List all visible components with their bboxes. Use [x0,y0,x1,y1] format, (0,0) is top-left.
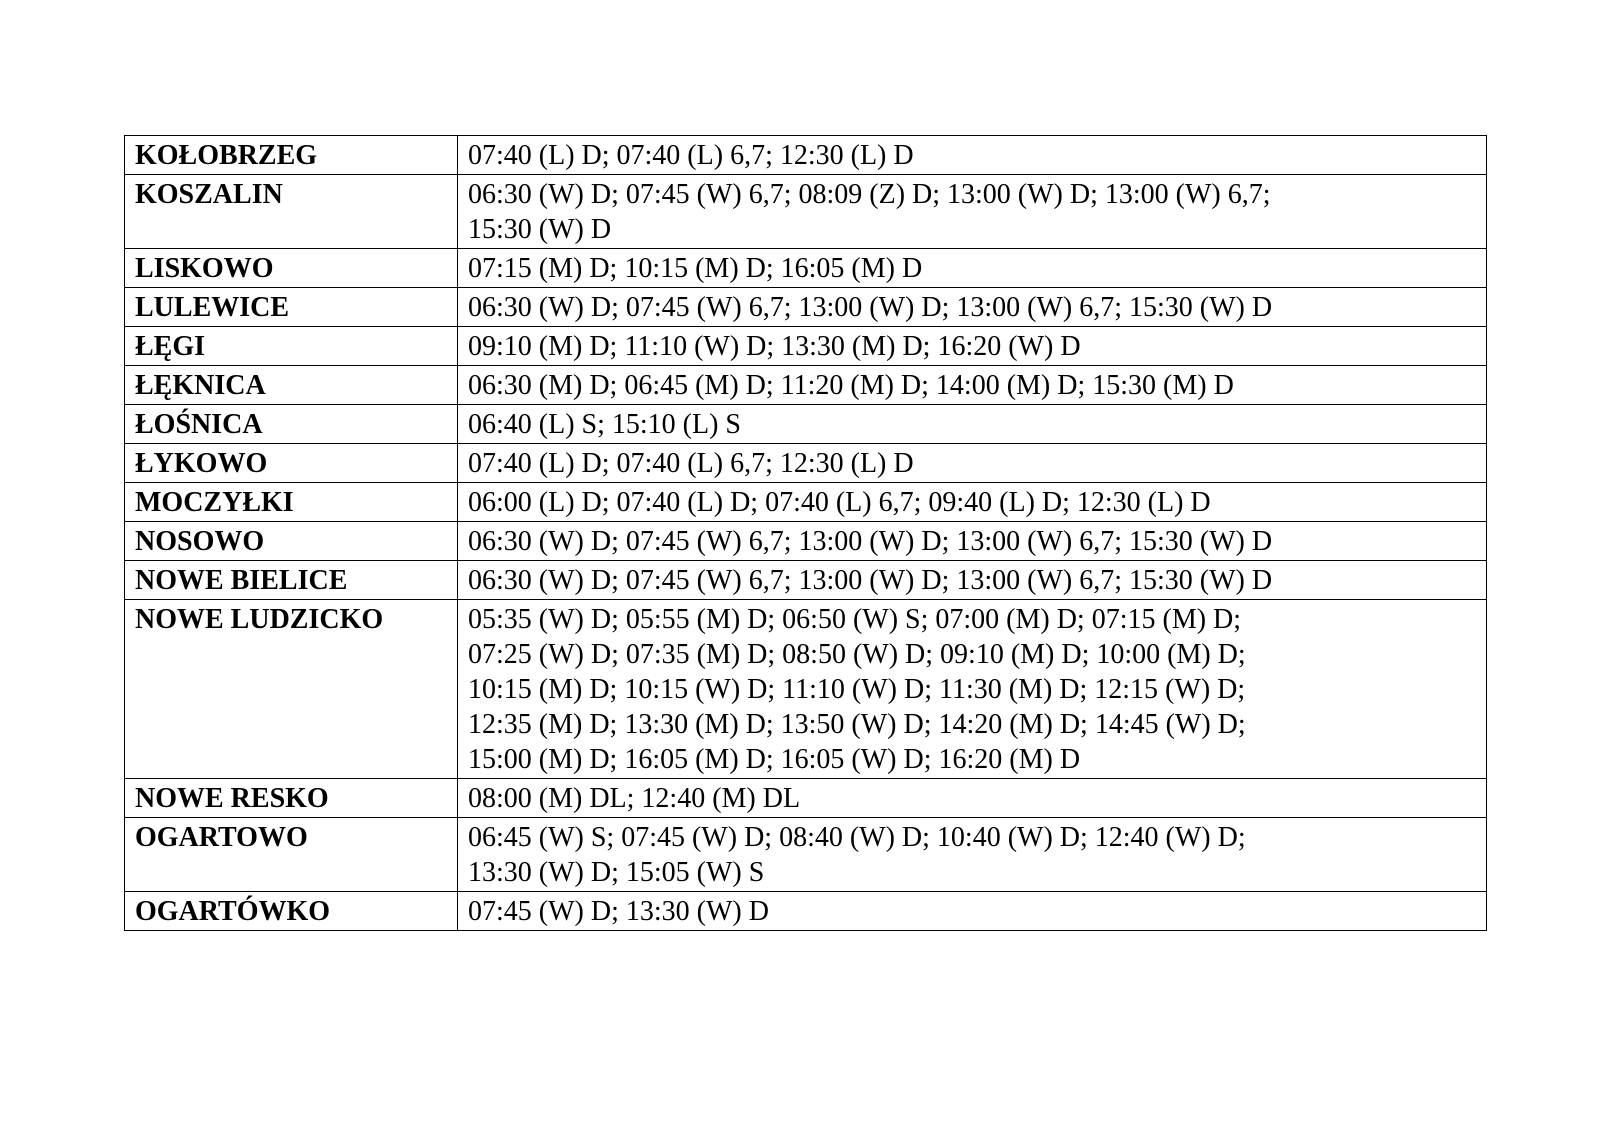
departure-times-cell: 07:40 (L) D; 07:40 (L) 6,7; 12:30 (L) D [458,136,1487,175]
place-name-cell: NOWE LUDZICKO [125,600,458,779]
place-name-cell: ŁĘKNICA [125,366,458,405]
place-name-cell: MOCZYŁKI [125,483,458,522]
departure-times-cell: 05:35 (W) D; 05:55 (M) D; 06:50 (W) S; 07:00 (M) D; 07:15 (M) D; 07:25 (W) D; 07:35 (M) D; 08:50 (W) D; 09:10 (M) D; 10:00 (M) D; 10:15 (M) D; 10:15 (W) D; 11:10 (W) D; 11:30 (M) D; 12:15 (W) D; 12:35 (M) D; 13:30 (M) D; 13:50 (W) D; 14:20 (M) D; 14:45 (W) D; 15:00 (M) D; 16:05 (M) D; 16:05 (W) D; 16:20 (M) D [458,600,1487,779]
departure-times-cell: 06:45 (W) S; 07:45 (W) D; 08:40 (W) D; 10:40 (W) D; 12:40 (W) D; 13:30 (W) D; 15:05 (W) S [458,818,1487,892]
table-row [125,818,1487,892]
table-row [125,366,1487,405]
table-row [125,444,1487,483]
departure-times-cell: 06:30 (W) D; 07:45 (W) 6,7; 13:00 (W) D; 13:00 (W) 6,7; 15:30 (W) D [458,522,1487,561]
table-row [125,288,1487,327]
table-row [125,405,1487,444]
table-row [125,779,1487,818]
place-name-cell: LULEWICE [125,288,458,327]
table-row [125,483,1487,522]
table-row [125,561,1487,600]
place-name-cell: NOSOWO [125,522,458,561]
schedule-table [124,135,1487,931]
departure-times-cell: 08:00 (M) DL; 12:40 (M) DL [458,779,1487,818]
place-name-cell: KOSZALIN [125,175,458,249]
table-row [125,892,1487,931]
place-name-cell: NOWE RESKO [125,779,458,818]
place-name-cell: ŁYKOWO [125,444,458,483]
departure-times-cell: 06:30 (W) D; 07:45 (W) 6,7; 08:09 (Z) D; 13:00 (W) D; 13:00 (W) 6,7; 15:30 (W) D [458,175,1487,249]
departure-times-cell: 07:15 (M) D; 10:15 (M) D; 16:05 (M) D [458,249,1487,288]
departure-times-cell: 06:30 (M) D; 06:45 (M) D; 11:20 (M) D; 14:00 (M) D; 15:30 (M) D [458,366,1487,405]
schedule-table-body [125,136,1487,931]
departure-times-cell: 07:45 (W) D; 13:30 (W) D [458,892,1487,931]
place-name-cell: ŁOŚNICA [125,405,458,444]
table-row [125,600,1487,779]
place-name-cell: ŁĘGI [125,327,458,366]
departure-times-cell: 06:30 (W) D; 07:45 (W) 6,7; 13:00 (W) D; 13:00 (W) 6,7; 15:30 (W) D [458,288,1487,327]
table-row [125,249,1487,288]
departure-times-cell: 06:40 (L) S; 15:10 (L) S [458,405,1487,444]
place-name-cell: OGARTOWO [125,818,458,892]
departure-times-cell: 06:00 (L) D; 07:40 (L) D; 07:40 (L) 6,7; 09:40 (L) D; 12:30 (L) D [458,483,1487,522]
departure-times-cell: 07:40 (L) D; 07:40 (L) 6,7; 12:30 (L) D [458,444,1487,483]
departure-times-cell: 06:30 (W) D; 07:45 (W) 6,7; 13:00 (W) D; 13:00 (W) 6,7; 15:30 (W) D [458,561,1487,600]
place-name-cell: KOŁOBRZEG [125,136,458,175]
departure-times-cell: 09:10 (M) D; 11:10 (W) D; 13:30 (M) D; 16:20 (W) D [458,327,1487,366]
table-row [125,522,1487,561]
place-name-cell: LISKOWO [125,249,458,288]
table-row [125,327,1487,366]
place-name-cell: NOWE BIELICE [125,561,458,600]
table-row [125,175,1487,249]
place-name-cell: OGARTÓWKO [125,892,458,931]
table-row [125,136,1487,175]
